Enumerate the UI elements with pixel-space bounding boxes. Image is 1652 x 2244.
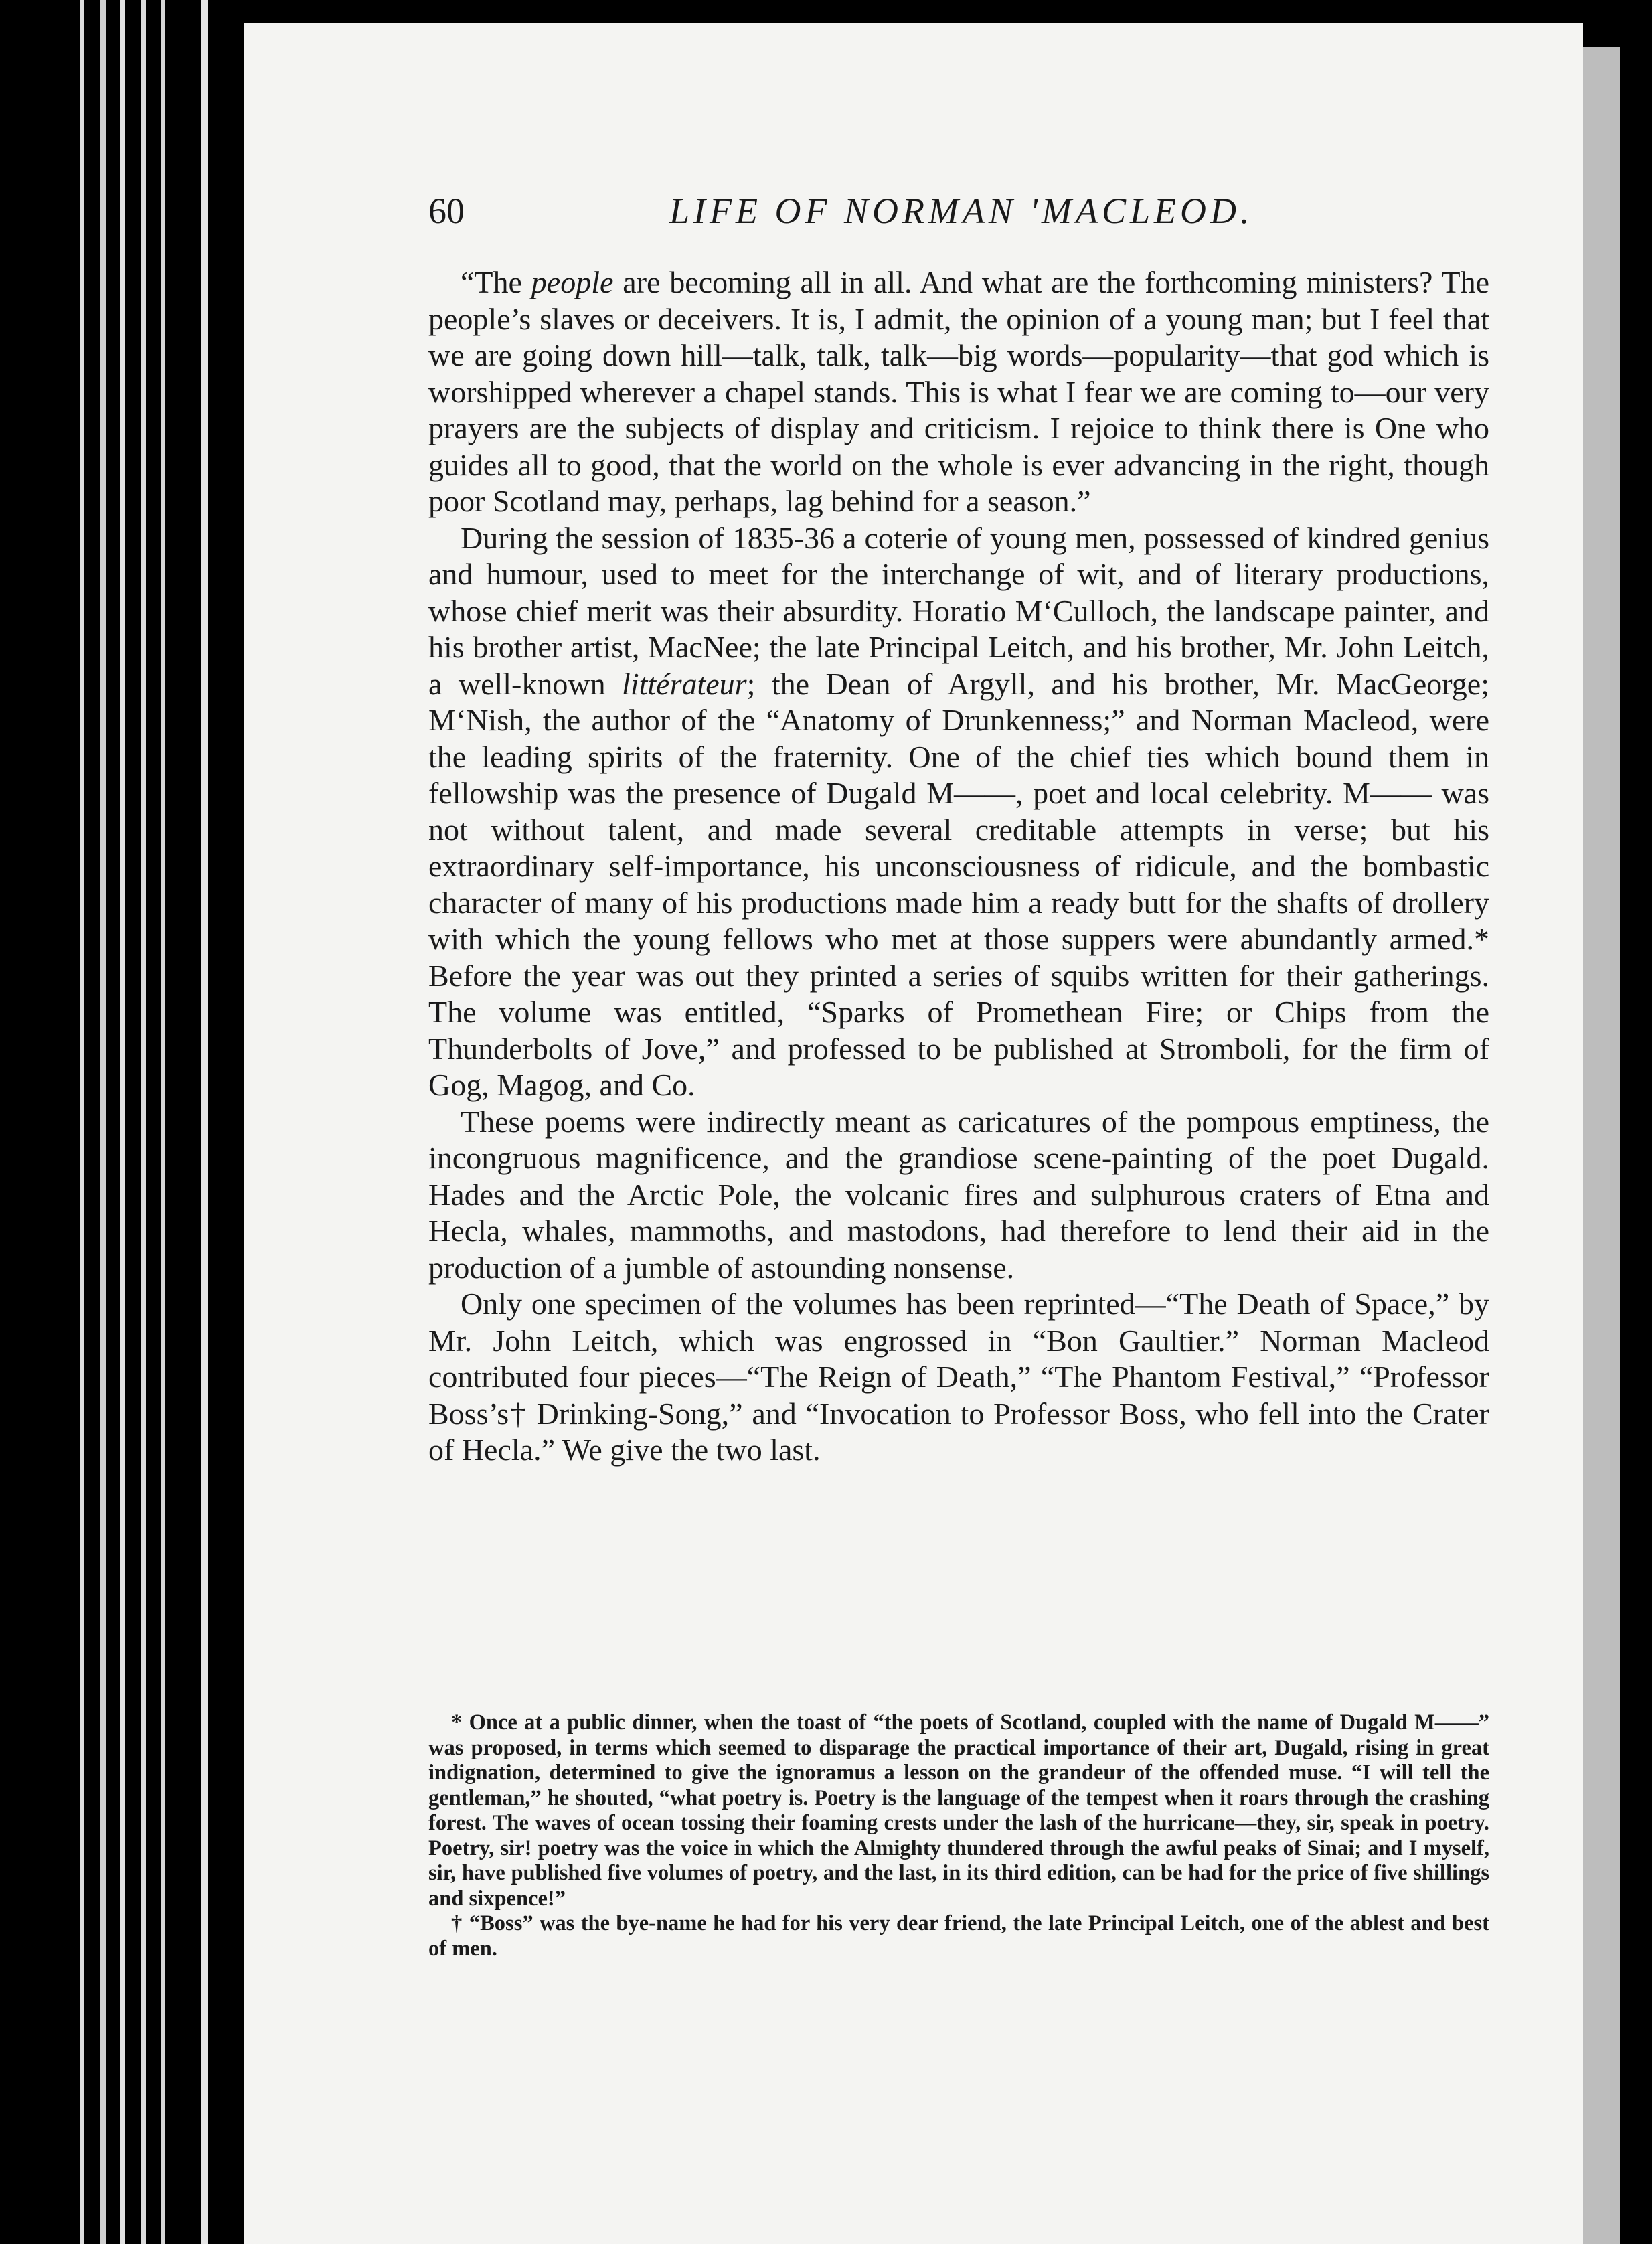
page-edge — [201, 0, 208, 2244]
page-number: 60 — [428, 191, 465, 231]
paragraph: “The people are becoming all in all. And what are the forthcoming ministers? The people’s slaves or deceivers. It is, I admit, the opinion of a young man; but I feel that we are going down hill—talk, talk, talk—big words—popularity—that god which is worshipped wherever a chapel stands. This is what I fear we are coming to—our very prayers are the subjects of display and criticism. I rejoice to think there is One who guides all to good, that the world on the whole is ever advancing in the right, though poor Scotland may, perhaps, lag behind for a season.” — [428, 265, 1490, 518]
body-text — [428, 264, 1489, 1469]
running-title: LIFE OF NORMAN 'MACLEOD. — [669, 191, 1254, 231]
paragraph: Only one specimen of the volumes has been reprinted—“The Death of Space,” by Mr. John Leitch, which was engrossed in “Bon Gaultier.” Norman Macleod contributed four pieces—“The Reign of Death,” “The Phantom Festival,” “Professor Boss’s† Drinking-Song,” and “Invocation to Professor Boss, who fell into the Crater of Hecla.” We give the two last. — [428, 1287, 1489, 1467]
footnote: † “Boss” was the bye-name he had for his very dear friend, the late Principal Leitch, one of the ablest and best of men. — [428, 1911, 1489, 1961]
book-page — [244, 23, 1583, 2244]
paragraph: During the session of 1835-36 a coterie of young men, possessed of kindred genius and humour, used to meet for the interchange of wit, and of literary productions, whose chief merit was their absurdity. Horatio M‘Culloch, the landscape painter, and his brother artist, MacNee; the late Principal Leitch, and his brother, Mr. John Leitch, a well-known littérateur; the Dean of Argyll, and his brother, Mr. MacGeorge; M‘Nish, the author of the “Anatomy of Drunkenness;” and Norman Macleod, were the leading spirits of the fraternity. One of the chief ties which bound them in fellowship was the presence of Dugald M——, poet and local celebrity. M—— was not without talent, and made several creditable attempts in verse; but his extraordinary self-importance, his unconsciousness of ridicule, and the bombastic character of many of his productions made him a ready butt for the shafts of drollery with which the young fellows who met at those suppers were abundantly armed.* Before the year was out they printed a series of squibs written for their gatherings. The volume was entitled, “Sparks of Promethean Fire; or Chips from the Thunderbolts of Jove,” and professed to be published at Stromboli, for the firm of Gog, Magog, and Co. — [428, 520, 1489, 1102]
page-edge — [161, 0, 165, 2244]
paragraph: These poems were indirectly meant as caricatures of the pompous emptiness, the incongruous magnificence, and the grandiose scene-painting of the poet Dugald. Hades and the Arctic Pole, the volcanic fires and sulphurous craters of Etna and Hecla, whales, mammoths, and mastodons, had therefore to lend their aid in the production of a jumble of astounding nonsense. — [428, 1104, 1489, 1285]
page-edge — [141, 0, 146, 2244]
running-head — [428, 184, 1489, 238]
page-edge — [120, 0, 125, 2244]
footnote: * Once at a public dinner, when the toast of “the poets of Scotland, coupled with the name of Dugald M——” was proposed, in terms which seemed to disparage the practical importance of their art, Dugald, rising in great indignation, determined to give the ignoramus a lesson on the grandeur of the offended muse. “I will tell the gentleman,” he shouted, “what poetry is. Poetry is the language of the tempest when it roars through the crashing forest. The waves of ocean tossing their foaming crests under the lash of the hurricane—they, sir, speak in poetry. Poetry, sir! poetry was the voice in which the Almighty thundered through the awful peaks of Sinai; and I myself, sir, have published five volumes of poetry, and the last, in its third edition, can be had for the price of five shillings and sixpence!” — [428, 1710, 1489, 1911]
footnotes — [428, 1710, 1489, 1961]
facing-page-edge — [1583, 47, 1620, 2244]
page-edge — [80, 0, 84, 2244]
page-edge — [100, 0, 106, 2244]
